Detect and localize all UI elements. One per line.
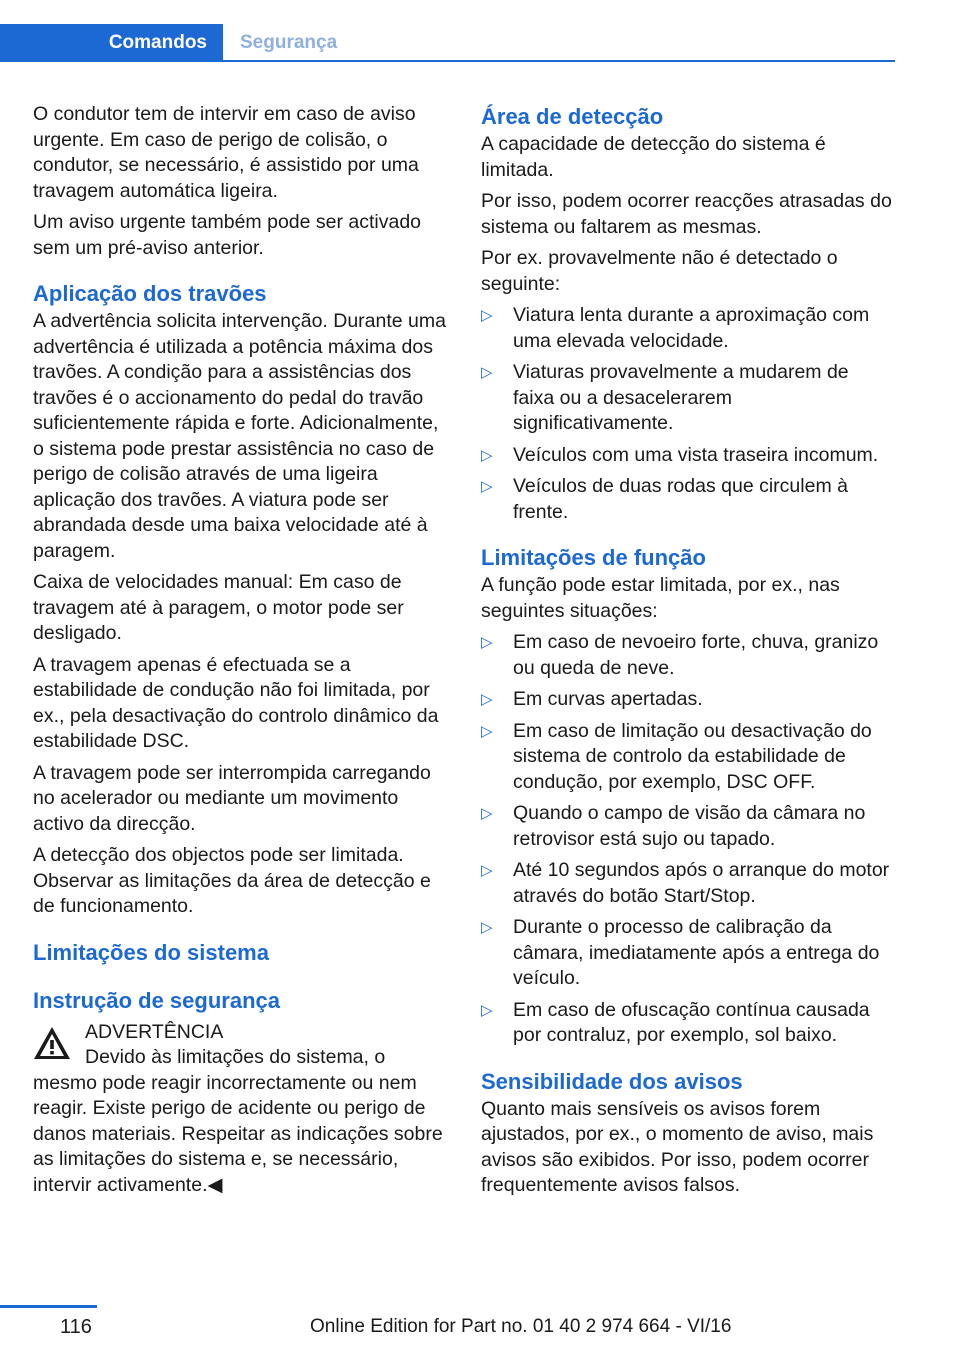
paragraph: A função pode estar limitada, por ex., nas seguintes situações: <box>481 574 840 622</box>
warning-triangle-icon <box>33 1026 71 1060</box>
triangle-bullet-icon: ▷ <box>481 307 493 324</box>
right-column <box>481 102 895 1205</box>
section-heading: Sensibilidade dos avisos <box>481 1068 743 1094</box>
left-column <box>33 102 449 1198</box>
list-item: ▷ Até 10 segundos após o arranque do motor através do botão Start/Stop. <box>481 859 890 907</box>
warning-text: Devido às limitações do sistema, o <box>85 1046 386 1068</box>
subsection-heading: Instrução de segurança <box>33 987 280 1013</box>
triangle-bullet-icon: ▷ <box>481 634 493 651</box>
list-item: ▷ Veículos com uma vista traseira incomum. <box>481 443 895 469</box>
warning-text: mesmo pode reagir incorrectamente ou nem reagir. Existe perigo de acidente ou perigo de danos materiais. Respeitar as indicações sobre as limitações do sistema e, se necessário, intervir activamente.◀ <box>33 1071 443 1196</box>
paragraph: A advertência solicita intervenção. Durante uma advertência é utilizada a potência máxima dos travões. A condição para a assistências dos travões é o accionamento do pedal do travão suficientemente rápida e forte. Adicionalmente, o sistema pode prestar assistência no caso de perigo de colisão através de uma ligeira aplicação dos travões. A viatura pode ser abrandada desde uma baixa velocidade até à paragem. <box>33 310 446 562</box>
list-item: ▷ Veículos de duas rodas que circulem à frente. <box>481 475 848 523</box>
triangle-bullet-icon: ▷ <box>481 1001 493 1019</box>
paragraph: Por isso, podem ocorrer reacções atrasadas do sistema ou faltarem as mesmas. <box>481 190 892 238</box>
paragraph: O condutor tem de intervir em caso de aviso urgente. Em caso de perigo de colisão, o condutor, se necessário, é assistido por uma travagem automática ligeira. <box>33 103 419 202</box>
tab-comandos[interactable]: Comandos <box>0 24 223 62</box>
warning-block <box>33 1020 449 1199</box>
page-header <box>0 24 895 62</box>
list-item: ▷ Quando o campo de visão da câmara no retrovisor está sujo ou tapado. <box>481 802 866 850</box>
list-item: ▷ Em curvas apertadas. <box>481 687 895 713</box>
tab-seguranca[interactable]: Segurança <box>240 32 338 53</box>
triangle-bullet-icon: ▷ <box>481 691 493 708</box>
paragraph: Quanto mais sensíveis os avisos forem ajustados, por ex., o momento de aviso, mais avisos são exibidos. Por isso, podem ocorrer frequentemente avisos falsos. <box>481 1097 874 1196</box>
triangle-bullet-icon: ▷ <box>481 722 493 740</box>
paragraph: Por ex. provavelmente não é detectado o seguinte: <box>481 247 838 295</box>
section-heading: Aplicação dos travões <box>33 281 267 306</box>
list-item: ▷ Viaturas provavelmente a mudarem de faixa ou a desacelerarem significativamente. <box>481 361 849 434</box>
list-item: ▷ Durante o processo de calibração da câmara, imediatamente após a entrega do veículo. <box>481 916 880 989</box>
triangle-bullet-icon: ▷ <box>481 862 493 879</box>
triangle-bullet-icon: ▷ <box>481 364 493 381</box>
paragraph: Caixa de velocidades manual: Em caso de travagem até à paragem, o motor pode ser desligado. <box>33 571 404 644</box>
paragraph: A detecção dos objectos pode ser limitada. Observar as limitações da área de detecção e de funcionamento. <box>33 844 431 917</box>
section-heading: Limitações de função <box>481 545 706 570</box>
list-item: ▷ Em caso de ofuscação contínua causada por contraluz, por exemplo, sol baixo. <box>481 998 870 1046</box>
list-item: ▷ Viatura lenta durante a aproximação com uma elevada velocidade. <box>481 304 870 352</box>
warning-title: ADVERTÊNCIA <box>85 1020 224 1043</box>
paragraph: A capacidade de detecção do sistema é limitada. <box>481 133 826 181</box>
triangle-bullet-icon: ▷ <box>481 478 493 495</box>
footer-divider <box>0 1305 97 1308</box>
section-heading: Área de detecção <box>481 104 664 129</box>
section-heading: Limitações do sistema <box>33 939 269 965</box>
paragraph: A travagem apenas é efectuada se a estabilidade de condução não foi limitada, por ex., pela desactivação do controlo dinâmico da estabilidade DSC. <box>33 653 439 752</box>
page-number: 116 <box>60 1316 92 1338</box>
list-item: ▷ Em caso de nevoeiro forte, chuva, granizo ou queda de neve. <box>481 631 879 679</box>
bullet-list <box>481 630 895 1049</box>
paragraph: Um aviso urgente também pode ser activado sem um pré-aviso anterior. <box>33 211 422 259</box>
triangle-bullet-icon: ▷ <box>481 805 493 822</box>
list-item: ▷ Em caso de limitação ou desactivação do sistema de controlo da estabilidade de condução, por exemplo, DSC OFF. <box>481 719 872 793</box>
edition-label: Online Edition for Part no. 01 40 2 974 664 - VI/16 <box>310 1316 732 1337</box>
triangle-bullet-icon: ▷ <box>481 446 493 464</box>
bullet-list <box>481 303 895 525</box>
header-divider <box>0 60 895 62</box>
paragraph: A travagem pode ser interrompida carregando no acelerador ou mediante um movimento activo da direcção. <box>33 761 431 835</box>
triangle-bullet-icon: ▷ <box>481 919 493 936</box>
